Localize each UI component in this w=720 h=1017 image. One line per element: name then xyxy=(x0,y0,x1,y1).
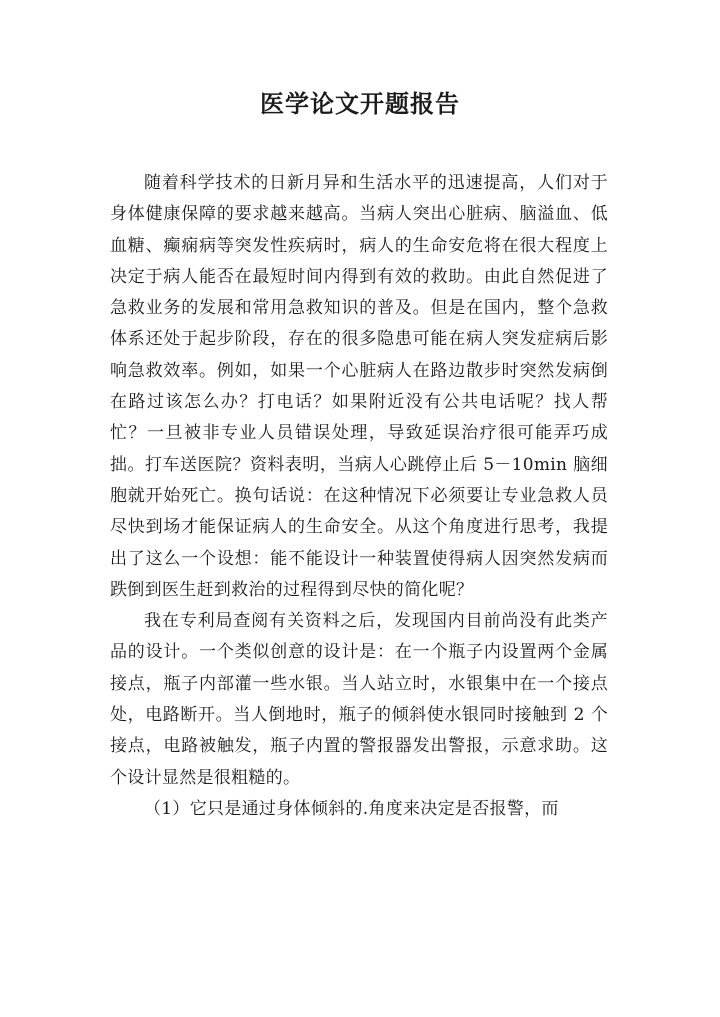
paragraph-introduction: 随着科学技术的日新月异和生活水平的迅速提高，人们对于身体健康保障的要求越来越高。当病人突出心脏病、脑溢血、低血糖、癫痫病等突发性疾病时，病人的生命安危将在很大程度上决定于病人能否在最短时间内得到有效的救助。由此自然促进了急救业务的发展和常用急救知识的普及。但是在国内，整个急救体系还处于起步阶段，存在的很多隐患可能在病人突发症病后影响急救效率。例如，如果一个心脏病人在路边散步时突然发病倒在路过该怎么办？打电话？如果附近没有公共电话呢？找人帮忙？一旦被非专业人员错误处理，导致延误治疗很可能弄巧成拙。打车送医院？资料表明，当病人心跳停止后 5－10min 脑细胞就开始死亡。换句话说：在这种情况下必须要让专业急救人员尽快到场才能保证病人的生命安全。从这个角度进行思考，我提出了这么一个设想：能不能设计一种装置使得病人因突然发病而跌倒到医生赶到救治的过程得到尽快的简化呢？ xyxy=(110,173,608,600)
paragraph-point-1: （1）它只是通过身体倾斜的.角度来决定是否报警，而 xyxy=(144,798,559,819)
document-title: 医学论文开题报告 xyxy=(260,90,460,118)
document-body xyxy=(110,168,608,825)
paragraph-prior-art: 我在专利局查阅有关资料之后，发现国内目前尚没有此类产品的设计。一个类似创意的设计是：在一个瓶子内设置两个金属接点，瓶子内部灌一些水银。当人站立时，水银集中在一个接点处，电路断开。当人倒地时，瓶子的倾斜使水银同时接触到 2 个接点，电路被触发，瓶子内置的警报器发出警报，示意求助。这个设计显然是很粗糙的。 xyxy=(110,611,608,788)
